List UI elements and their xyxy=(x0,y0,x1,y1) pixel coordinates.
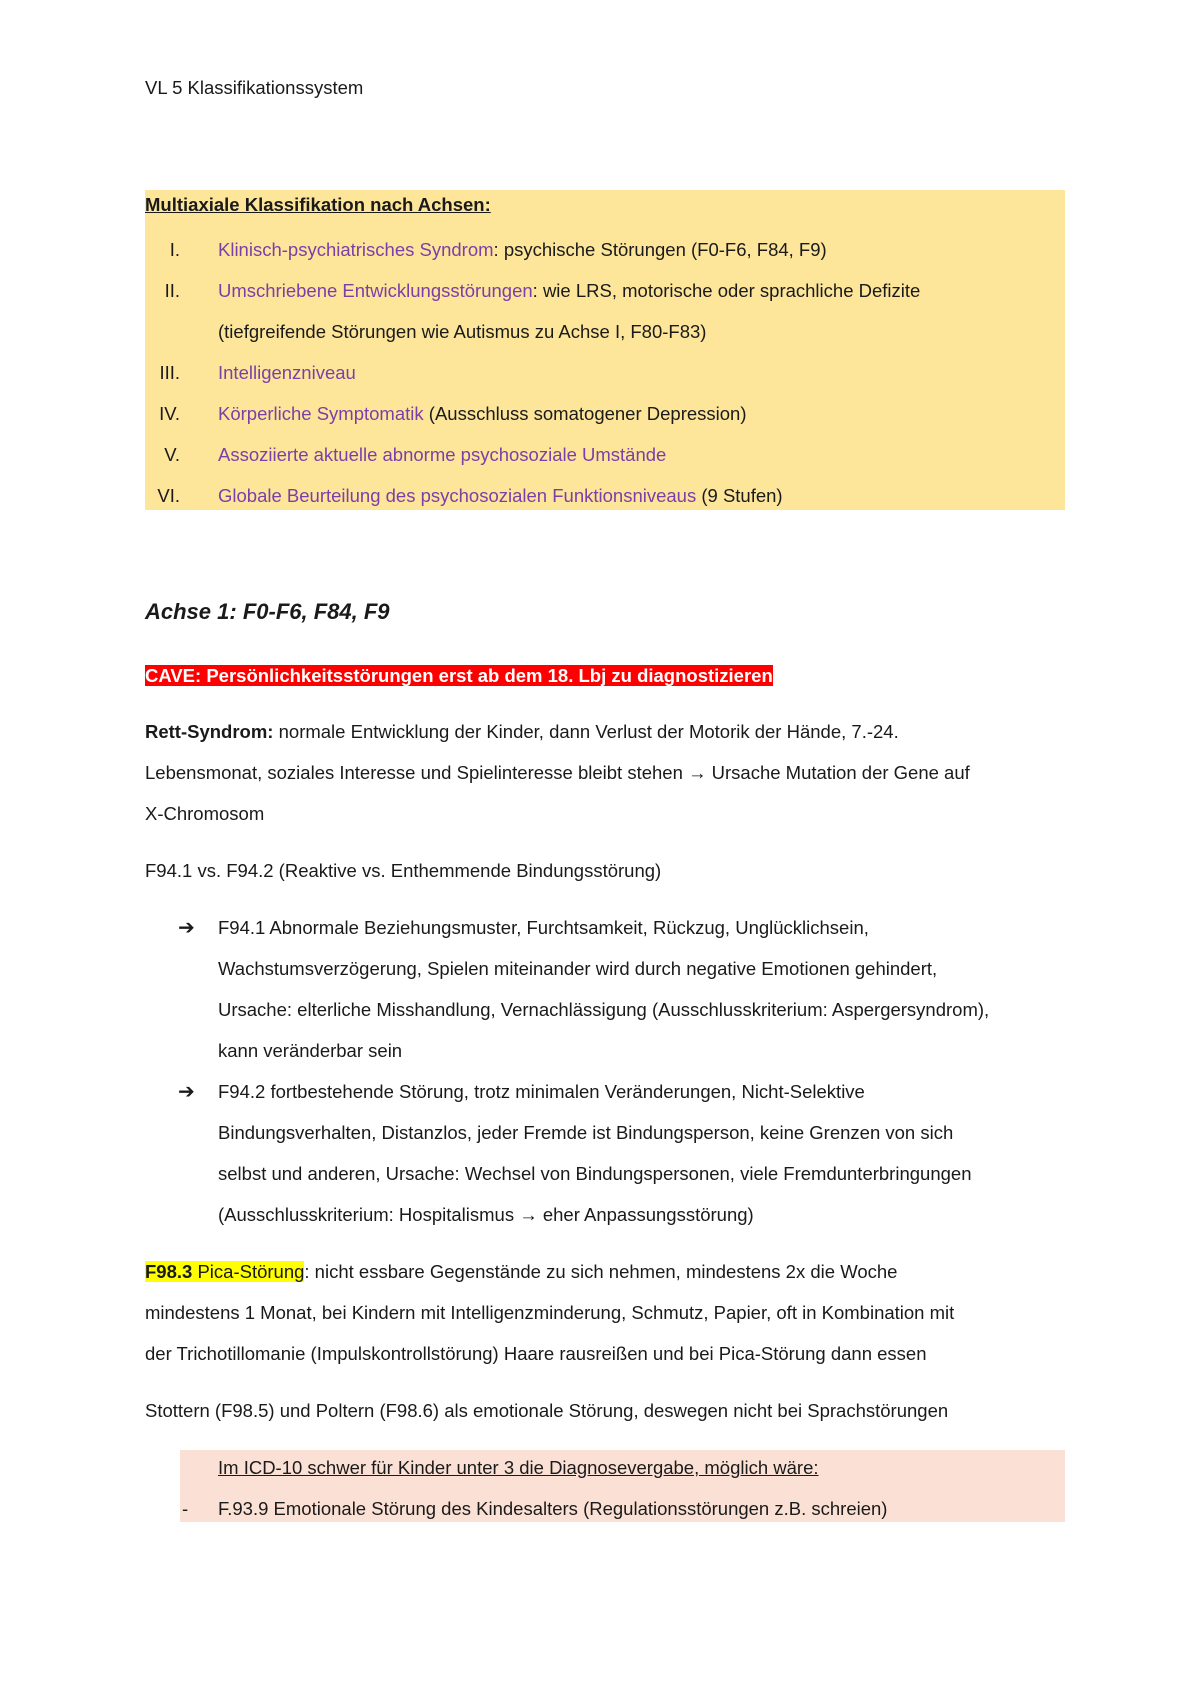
cave-text: CAVE: Persönlichkeitsstörungen erst ab dem 18. Lbj zu diagnostizieren xyxy=(145,665,773,686)
axis-4-item xyxy=(218,402,747,426)
rett-line-3: X-Chromosom xyxy=(145,803,265,824)
axis-6-item xyxy=(218,484,783,508)
f942-last-a: (Ausschlusskriterium: Hospitalismus xyxy=(218,1204,520,1225)
rett-text-1: normale Entwicklung der Kinder, dann Verlust der Motorik der Hände, 7.-24. xyxy=(273,721,899,742)
axis-4-term: Körperliche Symptomatik xyxy=(218,403,424,424)
bullet-arrow-icon: ➔ xyxy=(178,917,195,939)
rett-label: Rett-Syndrom: xyxy=(145,721,274,742)
axis-2-number: II. xyxy=(164,280,180,301)
axis-1-number: I. xyxy=(169,239,180,260)
rett-line-2 xyxy=(145,761,970,785)
pica-line-1 xyxy=(145,1260,897,1284)
f942-last-b: eher Anpassungsstörung) xyxy=(537,1204,754,1225)
axis-2-item xyxy=(218,279,920,303)
pica-name: Pica-Störung xyxy=(192,1261,305,1282)
axis-2-term: Umschriebene Entwicklungsstörungen xyxy=(218,280,533,301)
axis-5-term: Assoziierte aktuelle abnorme psychosoziale Umstände xyxy=(218,444,667,465)
f941-line-2: Wachstumsverzögerung, Spielen miteinander wird durch negative Emotionen gehindert, xyxy=(218,958,938,979)
f941-line-4: kann veränderbar sein xyxy=(218,1040,403,1061)
axis-1-rest: : psychische Störungen (F0-F6, F84, F9) xyxy=(493,239,827,260)
rett-text-2b: Ursache Mutation der Gene auf xyxy=(706,762,970,783)
multiaxial-heading: Multiaxiale Klassifikation nach Achsen: xyxy=(145,194,491,215)
axis-2-rest: : wie LRS, motorische oder sprachliche Defizite xyxy=(532,280,921,301)
axis-1-term: Klinisch-psychiatrisches Syndrom xyxy=(218,239,494,260)
f942-line-4 xyxy=(218,1203,754,1227)
rett-text-2a: Lebensmonat, soziales Interesse und Spielinteresse bleibt stehen xyxy=(145,762,689,783)
right-arrow-icon: → xyxy=(688,762,707,783)
pica-code: F98.3 xyxy=(145,1261,193,1282)
rett-line-1 xyxy=(145,720,899,744)
axis-5-number: V. xyxy=(164,444,180,465)
f941-line-1: F94.1 Abnormale Beziehungsmuster, Furchtsamkeit, Rückzug, Unglücklichsein, xyxy=(218,917,869,938)
axis-6-rest: (9 Stufen) xyxy=(696,485,783,506)
icd-note: Im ICD-10 schwer für Kinder unter 3 die Diagnosevergabe, möglich wäre: xyxy=(218,1457,819,1478)
axis-2-continuation: (tiefgreifende Störungen wie Autismus zu Achse I, F80-F83) xyxy=(218,321,707,342)
pica-line-2: mindestens 1 Monat, bei Kindern mit Intelligenzminderung, Schmutz, Papier, oft in Kombination mit xyxy=(145,1302,955,1323)
cave-note xyxy=(145,664,773,688)
pica-text-1: : nicht essbare Gegenstände zu sich nehmen, mindestens 2x die Woche xyxy=(304,1261,898,1282)
achse1-heading: Achse 1: F0-F6, F84, F9 xyxy=(145,599,390,624)
icd-item: F.93.9 Emotionale Störung des Kindesalters (Regulationsstörungen z.B. schreien) xyxy=(218,1498,888,1519)
stottern-line: Stottern (F98.5) und Poltern (F98.6) als emotionale Störung, deswegen nicht bei Sprachstörungen xyxy=(145,1400,949,1421)
pica-line-3: der Trichotillomanie (Impulskontrollstörung) Haare rausreißen und bei Pica-Störung dann essen xyxy=(145,1343,927,1364)
axis-4-number: IV. xyxy=(159,403,180,424)
f942-line-3: selbst und anderen, Ursache: Wechsel von Bindungspersonen, viele Fremdunterbringungen xyxy=(218,1163,972,1184)
axis-3-number: III. xyxy=(159,362,180,383)
f94-title: F94.1 vs. F94.2 (Reaktive vs. Enthemmende Bindungsstörung) xyxy=(145,860,662,881)
f941-line-3: Ursache: elterliche Misshandlung, Vernachlässigung (Ausschlusskriterium: Aspergersyndrom), xyxy=(218,999,990,1020)
axis-1-item xyxy=(218,238,827,262)
document-title: VL 5 Klassifikationssystem xyxy=(145,77,364,98)
bullet-arrow-icon: ➔ xyxy=(178,1081,195,1103)
f942-line-1: F94.2 fortbestehende Störung, trotz minimalen Veränderungen, Nicht-Selektive xyxy=(218,1081,865,1102)
right-arrow-icon: → xyxy=(519,1204,538,1225)
axis-6-number: VI. xyxy=(157,485,180,506)
axis-6-term: Globale Beurteilung des psychosozialen Funktionsniveaus xyxy=(218,485,697,506)
f942-line-2: Bindungsverhalten, Distanzlos, jeder Fremde ist Bindungsperson, keine Grenzen von sich xyxy=(218,1122,954,1143)
axis-3-term: Intelligenzniveau xyxy=(218,362,356,383)
icd-dash: - xyxy=(182,1498,189,1519)
pica-highlight xyxy=(145,1261,304,1282)
axis-4-rest: (Ausschluss somatogener Depression) xyxy=(423,403,747,424)
